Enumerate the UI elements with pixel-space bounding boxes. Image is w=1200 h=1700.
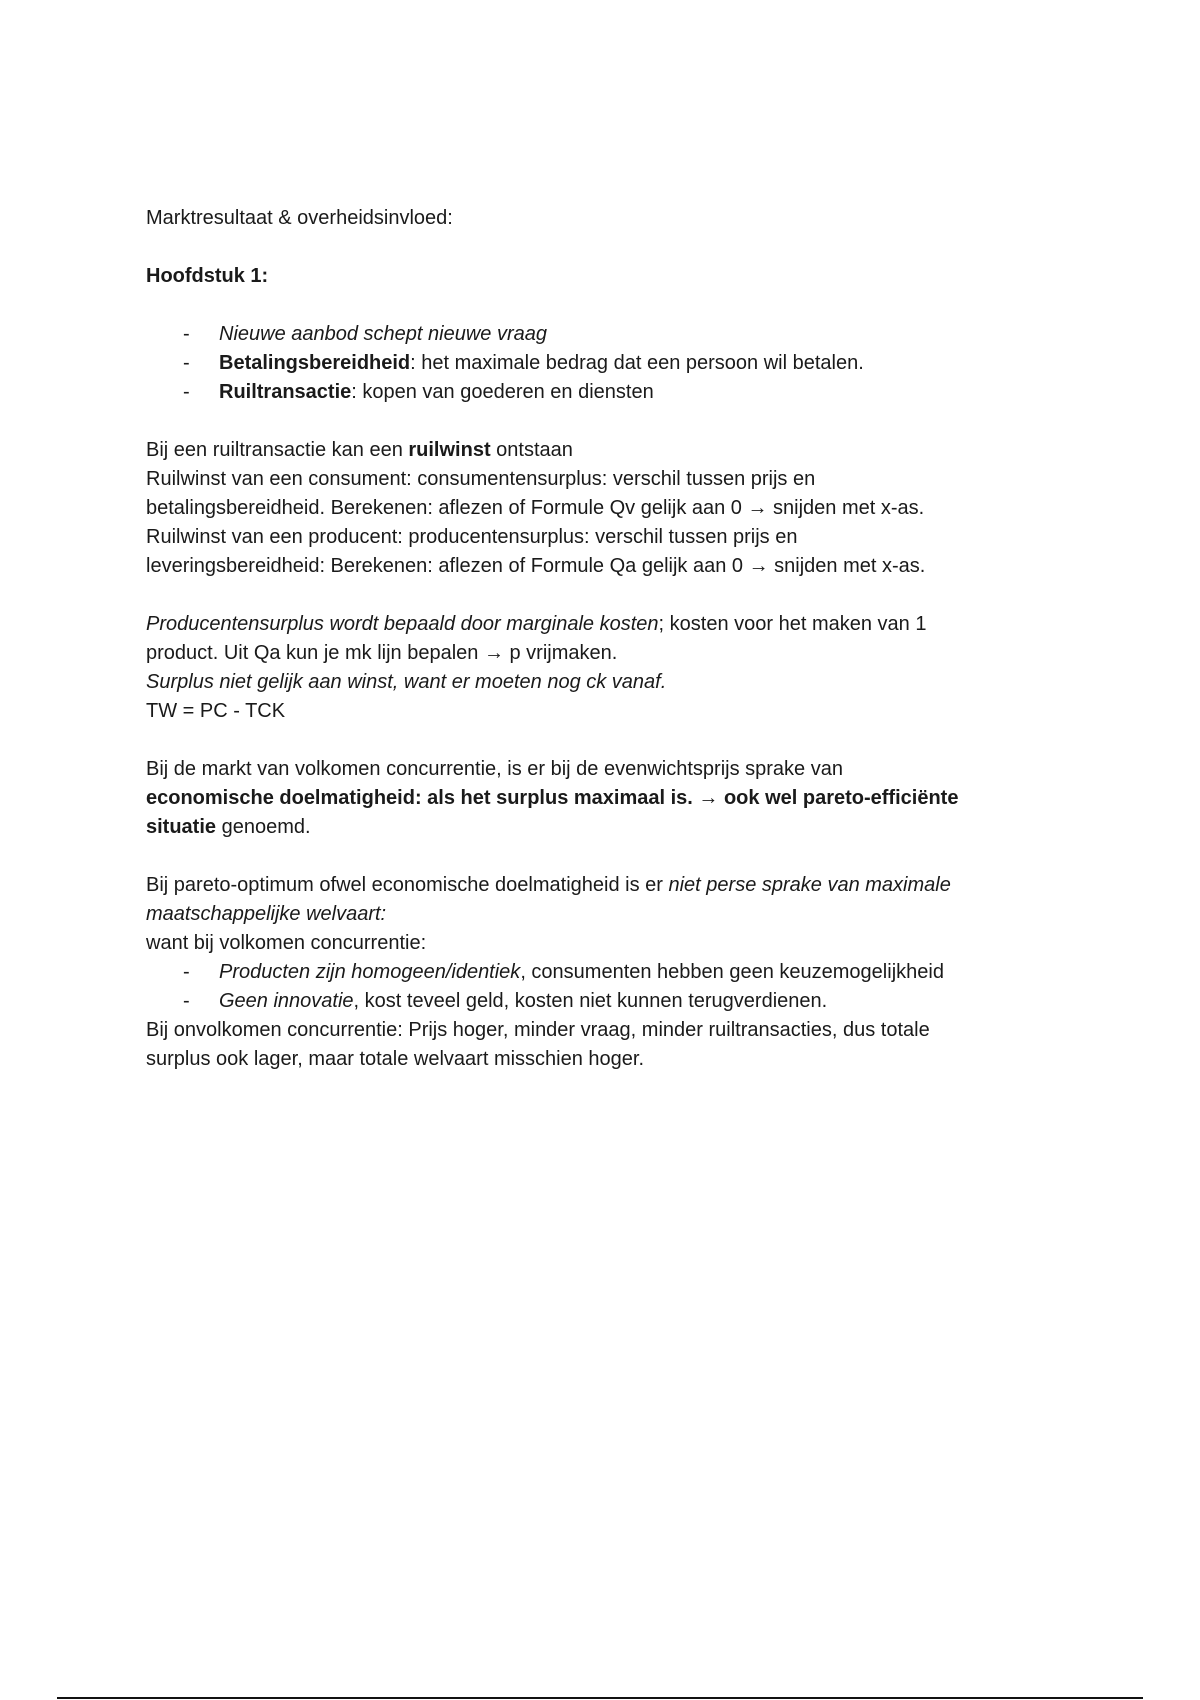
spacer xyxy=(146,233,1076,262)
spacer xyxy=(146,726,1076,755)
formula-line: TW = PC - TCK xyxy=(146,700,286,722)
paragraph-line xyxy=(146,871,1076,900)
text-run: , consumenten hebben geen keuzemogelijkheid xyxy=(520,961,944,983)
term-ruilwinst: ruilwinst xyxy=(408,439,491,461)
paragraph-line xyxy=(146,436,1076,465)
paragraph-line: Bij de markt van volkomen concurrentie, is er bij de evenwichtsprijs sprake van xyxy=(146,758,843,780)
definition-text: : het maximale bedrag dat een persoon wil betalen. xyxy=(410,352,864,374)
text-run: Geen innovatie xyxy=(219,990,354,1012)
paragraph-line: Ruilwinst van een producent: producentensurplus: verschil tussen prijs en xyxy=(146,526,798,548)
list-item xyxy=(146,987,1076,1016)
spacer xyxy=(146,291,1076,320)
text-run: ; kosten voor het maken van 1 xyxy=(658,613,927,635)
document-title: Marktresultaat & overheidsinvloed: xyxy=(146,207,453,229)
list-item xyxy=(146,378,1076,407)
pareto-paragraph xyxy=(146,871,1076,1074)
intro-bullet-list xyxy=(146,320,1076,407)
spacer xyxy=(146,407,1076,436)
bullet-italic-text: Nieuwe aanbod schept nieuwe vraag xyxy=(219,323,547,345)
spacer xyxy=(146,581,1076,610)
term-ruiltransactie: Ruiltransactie xyxy=(219,381,352,403)
paragraph-line: surplus ook lager, maar totale welvaart misschien hoger. xyxy=(146,1048,645,1070)
bullet-dash: - xyxy=(183,381,190,403)
paragraph-line: Bij onvolkomen concurrentie: Prijs hoger, minder vraag, minder ruiltransacties, dus totale xyxy=(146,1019,930,1041)
bullet-dash: - xyxy=(183,961,190,983)
bullet-dash: - xyxy=(183,323,190,345)
text-run: , kost teveel geld, kosten niet kunnen terugverdienen. xyxy=(353,990,828,1012)
bullet-dash: - xyxy=(183,352,190,374)
paragraph-line: Surplus niet gelijk aan winst, want er moeten nog ck vanaf. xyxy=(146,671,667,693)
text-run: Producentensurplus wordt bepaald door marginale kosten xyxy=(146,613,659,635)
text-run: Bij een ruiltransactie kan een xyxy=(146,439,409,461)
paragraph-line: want bij volkomen concurrentie: xyxy=(146,932,427,954)
ruilwinst-paragraph xyxy=(146,436,1076,581)
pareto-bullet-list xyxy=(146,958,1076,1016)
document-page xyxy=(146,204,1076,1074)
page-bottom-rule xyxy=(57,1697,1143,1699)
producentensurplus-paragraph xyxy=(146,610,1076,726)
text-run: Producten zijn homogeen/identiek xyxy=(219,961,521,983)
paragraph-line: Ruilwinst van een consument: consumentensurplus: verschil tussen prijs en xyxy=(146,468,816,490)
paragraph-line: product. Uit Qa kun je mk lijn bepalen → p vrijmaken. xyxy=(146,642,618,664)
term-betalingsbereidheid: Betalingsbereidheid xyxy=(219,352,411,374)
volkomen-paragraph xyxy=(146,755,1076,842)
paragraph-line: economische doelmatigheid: als het surplus maximaal is. → ook wel pareto-efficiënte xyxy=(146,787,959,809)
paragraph-line xyxy=(146,813,1076,842)
bullet-dash: - xyxy=(183,990,190,1012)
text-run: situatie xyxy=(146,816,217,838)
list-item xyxy=(146,320,1076,349)
list-item xyxy=(146,958,1076,987)
chapter-heading: Hoofdstuk 1: xyxy=(146,265,269,287)
definition-text: : kopen van goederen en diensten xyxy=(351,381,654,403)
paragraph-line xyxy=(146,610,1076,639)
text-run: Bij pareto-optimum ofwel economische doelmatigheid is er xyxy=(146,874,669,896)
paragraph-line: leveringsbereidheid: Berekenen: aflezen of Formule Qa gelijk aan 0 → snijden met x-as. xyxy=(146,555,926,577)
paragraph-line: maatschappelijke welvaart: xyxy=(146,903,387,925)
list-item xyxy=(146,349,1076,378)
spacer xyxy=(146,842,1076,871)
text-run: genoemd. xyxy=(216,816,311,838)
paragraph-line: betalingsbereidheid. Berekenen: aflezen of Formule Qv gelijk aan 0 → snijden met x-as. xyxy=(146,497,925,519)
text-run: niet perse sprake van maximale xyxy=(668,874,951,896)
text-run: ontstaan xyxy=(490,439,573,461)
